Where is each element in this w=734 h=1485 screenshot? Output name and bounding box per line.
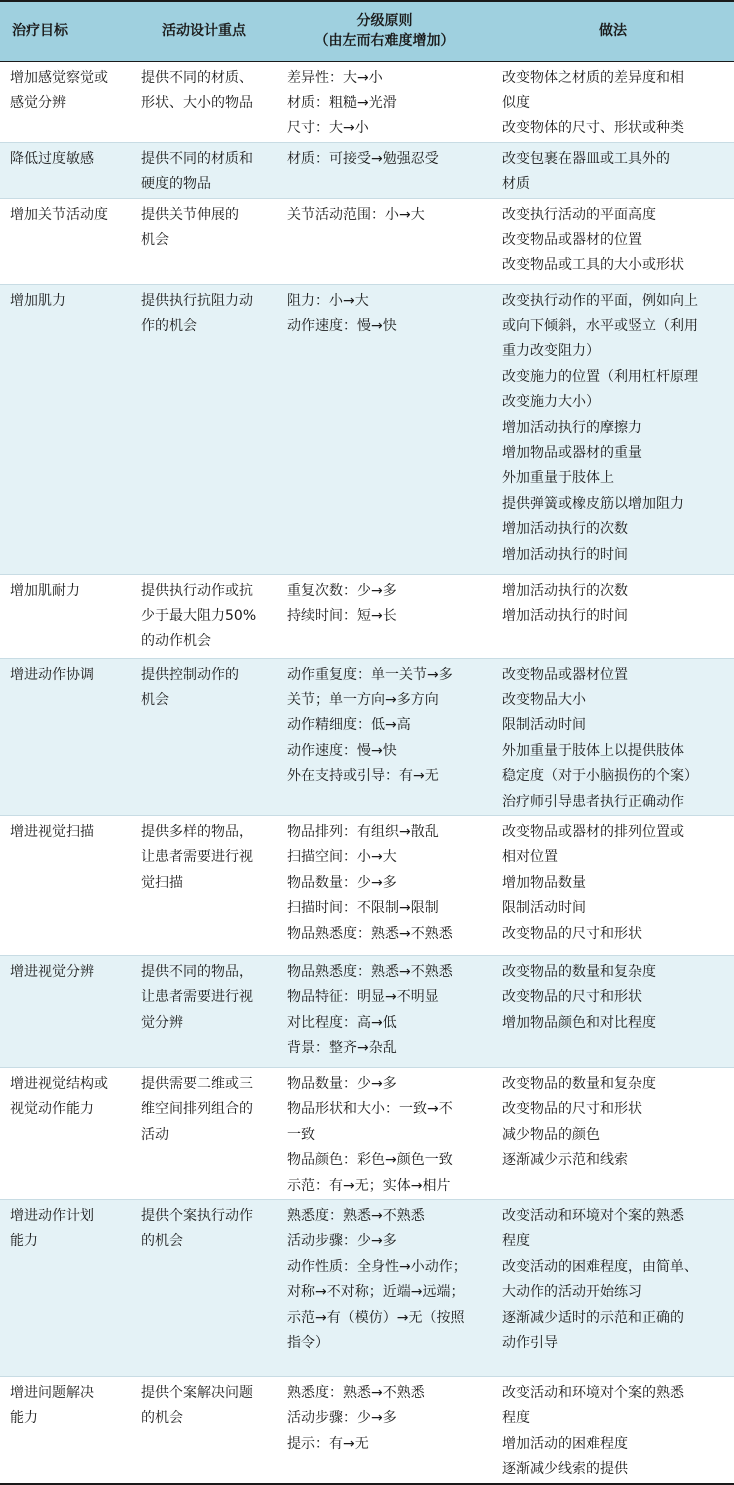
focus-line: 提供不同的材质、 (141, 69, 253, 86)
focus-line: 觉扫描 (141, 874, 183, 891)
goal-line: 能力 (10, 1410, 38, 1427)
method-line: 增加物品或器材的重量 (502, 444, 642, 461)
principle-cell (277, 61, 492, 142)
principle-line: 熟悉度：熟悉→不熟悉 (287, 1208, 425, 1224)
focus-line: 提供控制动作的 (141, 666, 239, 683)
method-cell (492, 142, 734, 198)
method-line: 增加活动执行的时间 (502, 607, 628, 624)
method-line: 逐渐减少示范和线索 (502, 1152, 628, 1169)
method-line: 减少物品的颜色 (502, 1126, 600, 1143)
table-row (0, 1377, 734, 1484)
method-cell (492, 198, 734, 284)
header-principle-subtitle: （由左而右难度增加） (314, 33, 455, 50)
focus-cell (131, 955, 277, 1067)
focus-cell (131, 198, 277, 284)
focus-cell (131, 284, 277, 574)
goal-line: 感觉分辨 (10, 94, 66, 111)
method-cell (492, 1067, 734, 1199)
goal-line: 增进视觉结构或 (10, 1075, 108, 1092)
focus-line: 形状、大小的物品 (141, 94, 253, 111)
principle-cell (277, 1067, 492, 1199)
method-line: 改变物品的尺寸和形状 (502, 1101, 642, 1118)
focus-line: 觉分辨 (141, 1014, 183, 1031)
header-goal: 治疗目标 (0, 1, 131, 61)
goal-cell (0, 1377, 131, 1484)
method-line: 改变物品的数量和复杂度 (502, 1075, 656, 1092)
goal-cell (0, 574, 131, 658)
principle-line: 熟悉度：熟悉→不熟悉 (287, 1385, 425, 1401)
method-line: 改变执行活动的平面高度 (502, 206, 656, 223)
focus-line: 提供不同的材质和 (141, 150, 253, 167)
principle-line: 动作精细度：低→高 (287, 717, 411, 734)
goal-cell (0, 142, 131, 198)
table-row (0, 658, 734, 815)
goal-line: 增加肌力 (10, 292, 66, 309)
principle-line: 差异性：大→小 (287, 69, 383, 86)
goal-line: 增进视觉分辨 (10, 963, 94, 980)
method-line: 外加重量于肢体上以提供肢体 (502, 742, 684, 759)
table-row (0, 955, 734, 1067)
focus-line: 提供执行动作或抗 (141, 582, 253, 599)
focus-line: 的机会 (141, 1233, 183, 1250)
principle-line: 动作速度：慢→快 (287, 317, 397, 334)
method-line: 限制活动时间 (502, 717, 586, 734)
focus-line: 提供多样的物品， (141, 823, 253, 840)
method-line: 逐渐减少适时的示范和正确的 (502, 1309, 684, 1326)
principle-cell (277, 658, 492, 815)
goal-line: 增进问题解决 (10, 1385, 94, 1401)
principle-cell (277, 1200, 492, 1377)
method-line: 改变活动的困难程度，由简单、 (502, 1258, 698, 1275)
table-row (0, 284, 734, 574)
method-line: 改变物品的数量和复杂度 (502, 963, 656, 980)
focus-line: 提供不同的物品， (141, 963, 253, 980)
goal-line: 增加肌耐力 (10, 582, 80, 599)
method-line: 增加活动执行的摩擦力 (502, 419, 642, 436)
goal-cell (0, 284, 131, 574)
method-cell (492, 61, 734, 142)
goal-cell (0, 61, 131, 142)
principle-line: 材质：粗糙→光滑 (287, 94, 397, 111)
focus-cell (131, 1377, 277, 1484)
method-line: 相对位置 (502, 849, 558, 866)
focus-cell (131, 815, 277, 955)
method-line: 改变包裹在器皿或工具外的 (502, 150, 670, 167)
goal-cell (0, 1200, 131, 1377)
goal-cell (0, 955, 131, 1067)
focus-line: 的机会 (141, 1410, 183, 1427)
principle-line: 物品数量：少→多 (287, 874, 397, 891)
principle-line: 关节活动范围：小→大 (287, 206, 425, 223)
table-row (0, 1200, 734, 1377)
method-cell (492, 1200, 734, 1377)
method-cell (492, 658, 734, 815)
header-focus: 活动设计重点 (131, 1, 277, 61)
method-line: 改变物品或器材的排列位置或 (502, 823, 684, 840)
principle-line: 活动步骤：少→多 (287, 1233, 397, 1250)
method-line: 外加重量于肢体上 (502, 470, 614, 487)
method-line: 大动作的活动开始练习 (502, 1284, 642, 1301)
goal-line: 增进动作计划 (10, 1208, 94, 1224)
method-line: 改变活动和环境对个案的熟悉 (502, 1208, 684, 1224)
method-line: 程度 (502, 1410, 530, 1427)
method-line: 或向下倾斜，水平或竖立（利用 (502, 317, 698, 334)
table-row (0, 1067, 734, 1199)
principle-line: 外在支持或引导：有→无 (287, 768, 439, 785)
focus-line: 提供个案解决问题 (141, 1385, 253, 1401)
method-cell (492, 574, 734, 658)
method-line: 改变执行动作的平面，例如向上 (502, 292, 698, 309)
principle-cell (277, 142, 492, 198)
focus-line: 机会 (141, 231, 169, 248)
method-cell (492, 284, 734, 574)
goal-line: 增进动作协调 (10, 666, 94, 683)
method-cell (492, 955, 734, 1067)
goal-cell (0, 658, 131, 815)
focus-cell (131, 142, 277, 198)
focus-line: 让患者需要进行视 (141, 989, 253, 1006)
focus-cell (131, 1067, 277, 1199)
method-line: 重力改变阻力） (502, 343, 600, 360)
method-line: 改变物品大小 (502, 691, 586, 708)
goal-line: 增加感觉察觉或 (10, 69, 108, 86)
principle-line: 动作性质：全身性→小动作； (287, 1258, 467, 1275)
principle-line: 示范：有→无；实体→相片 (287, 1177, 451, 1194)
method-line: 改变施力的位置（利用杠杆原理 (502, 368, 698, 385)
focus-line: 提供个案执行动作 (141, 1208, 253, 1224)
goal-cell (0, 1067, 131, 1199)
principle-line: 材质：可接受→勉强忍受 (287, 150, 439, 167)
method-line: 改变施力大小） (502, 394, 600, 411)
principle-line: 物品排列：有组织→散乱 (287, 823, 439, 840)
method-cell (492, 1377, 734, 1484)
focus-line: 维空间排列组合的 (141, 1101, 253, 1118)
focus-line: 机会 (141, 691, 169, 708)
header-method: 做法 (492, 1, 734, 61)
focus-line: 少于最大阻力50% (141, 607, 257, 624)
principle-line: 尺寸：大→小 (287, 120, 369, 137)
method-line: 逐渐减少线索的提供 (502, 1461, 628, 1478)
principle-line: 物品熟悉度：熟悉→不熟悉 (287, 963, 453, 980)
goal-cell (0, 815, 131, 955)
focus-line: 作的机会 (141, 317, 197, 334)
principle-cell (277, 198, 492, 284)
method-line: 改变物体之材质的差异度和相 (502, 69, 684, 86)
method-line: 限制活动时间 (502, 900, 586, 917)
method-line: 材质 (502, 176, 530, 193)
principle-cell (277, 574, 492, 658)
principle-cell (277, 284, 492, 574)
header-principle-title: 分级原则 (356, 13, 413, 30)
table-row (0, 574, 734, 658)
principle-line: 提示：有→无 (287, 1435, 369, 1452)
focus-line: 活动 (141, 1126, 169, 1143)
table-body (0, 61, 734, 1484)
goal-line: 降低过度敏感 (10, 150, 94, 167)
focus-line: 让患者需要进行视 (141, 849, 253, 866)
principle-line: 持续时间：短→长 (287, 607, 397, 624)
method-line: 增加物品颜色和对比程度 (502, 1014, 656, 1031)
principle-line: 扫描空间：小→大 (287, 849, 397, 866)
table-row (0, 815, 734, 955)
header-row (0, 1, 734, 61)
principle-cell (277, 1377, 492, 1484)
method-line: 治疗师引导患者执行正确动作 (502, 793, 684, 810)
method-line: 增加活动执行的时间 (502, 546, 628, 563)
method-line: 增加活动的困难程度 (502, 1435, 628, 1452)
method-line: 改变物品或工具的大小或形状 (502, 257, 684, 274)
principle-line: 关节；单一方向→多方向 (287, 691, 439, 708)
method-line: 增加活动执行的次数 (502, 582, 628, 599)
principle-line: 一致 (287, 1126, 315, 1143)
principle-line: 动作速度：慢→快 (287, 742, 397, 759)
principle-line: 物品特征：明显→不明显 (287, 989, 439, 1006)
principle-line: 动作重复度：单一关节→多 (287, 666, 453, 683)
principle-line: 对称→不对称；近端→远端； (287, 1284, 465, 1301)
focus-cell (131, 574, 277, 658)
method-line: 改变物体的尺寸、形状或种类 (502, 120, 684, 137)
principle-line: 物品数量：少→多 (287, 1075, 397, 1092)
principle-line: 背景：整齐→杂乱 (287, 1040, 397, 1057)
principle-cell (277, 955, 492, 1067)
table-header (0, 1, 734, 61)
principle-line: 重复次数：少→多 (287, 582, 397, 599)
table-row (0, 61, 734, 142)
method-line: 改变物品或器材位置 (502, 666, 628, 683)
method-line: 提供弹簧或橡皮筋以增加阻力 (502, 495, 684, 512)
focus-cell (131, 61, 277, 142)
table-row (0, 142, 734, 198)
focus-line: 提供需要二维或三 (141, 1075, 253, 1092)
method-line: 改变物品的尺寸和形状 (502, 925, 642, 942)
focus-cell (131, 1200, 277, 1377)
header-principle (277, 1, 492, 61)
principle-line: 物品形状和大小：一致→不 (287, 1101, 453, 1118)
goal-cell (0, 198, 131, 284)
table-row (0, 198, 734, 284)
focus-line: 提供执行抗阻力动 (141, 292, 253, 309)
method-line: 稳定度（对于小脑损伤的个案） (502, 768, 698, 785)
principle-line: 物品颜色：彩色→颜色一致 (287, 1152, 453, 1169)
principle-line: 对比程度：高→低 (287, 1014, 397, 1031)
focus-line: 的动作机会 (141, 633, 211, 650)
principle-line: 物品熟悉度：熟悉→不熟悉 (287, 925, 453, 942)
method-line: 动作引导 (502, 1335, 558, 1352)
principle-line: 活动步骤：少→多 (287, 1410, 397, 1427)
method-line: 增加活动执行的次数 (502, 521, 628, 538)
method-line: 改变活动和环境对个案的熟悉 (502, 1385, 684, 1401)
principle-line: 示范→有（模仿）→无（按照 (287, 1309, 465, 1326)
focus-cell (131, 658, 277, 815)
principle-line: 扫描时间：不限制→限制 (287, 900, 439, 917)
goal-line: 增进视觉扫描 (10, 823, 94, 840)
method-line: 程度 (502, 1233, 530, 1250)
goal-line: 视觉动作能力 (10, 1101, 94, 1118)
goal-line: 能力 (10, 1233, 38, 1250)
principle-line: 指令） (287, 1335, 329, 1352)
method-line: 改变物品的尺寸和形状 (502, 989, 642, 1006)
principle-cell (277, 815, 492, 955)
focus-line: 硬度的物品 (141, 176, 211, 193)
focus-line: 提供关节伸展的 (141, 206, 239, 223)
method-line: 改变物品或器材的位置 (502, 231, 642, 248)
method-line: 似度 (502, 94, 530, 111)
goal-line: 增加关节活动度 (10, 206, 108, 223)
principle-line: 阻力：小→大 (287, 292, 369, 309)
method-cell (492, 815, 734, 955)
method-line: 增加物品数量 (502, 874, 586, 891)
